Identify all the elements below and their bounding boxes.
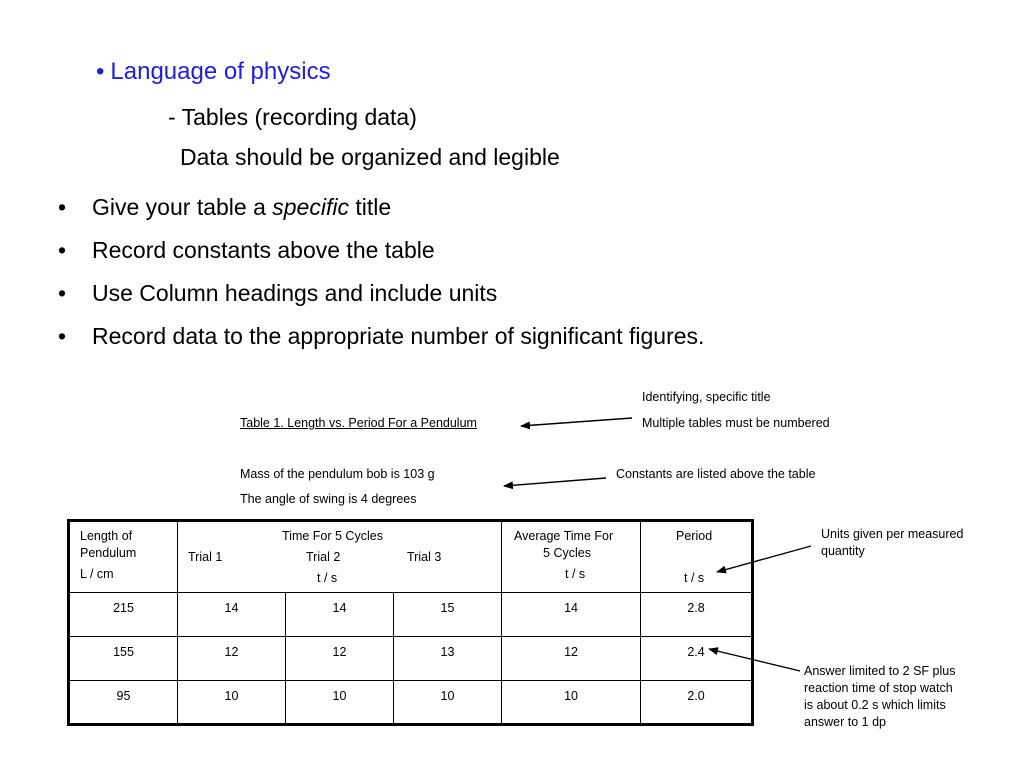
table-cell: 215: [69, 593, 178, 637]
header-length-line2: Pendulum: [80, 546, 137, 560]
table-cell: 12: [502, 637, 641, 681]
heading-title: Language of physics: [110, 58, 331, 85]
table-cell: 14: [178, 593, 286, 637]
example-table-title: Table 1. Length vs. Period For a Pendulum: [240, 416, 477, 430]
table-cell: 10: [286, 681, 394, 725]
example-constant-angle: The angle of swing is 4 degrees: [240, 492, 417, 506]
table-cell: 12: [178, 637, 286, 681]
table-cell: 12: [286, 637, 394, 681]
list-item-text-end: title: [348, 194, 392, 220]
bullet-glyph: •: [58, 280, 67, 306]
annotation-title-2: Multiple tables must be numbered: [642, 416, 830, 430]
annotation-constants: Constants are listed above the table: [616, 467, 816, 481]
table-row: [69, 593, 753, 637]
table-cell: 15: [394, 593, 502, 637]
table-cell: 95: [69, 681, 178, 725]
header-time-label: Time For 5 Cycles: [282, 529, 383, 543]
header-time: [178, 521, 502, 593]
pendulum-data-table: [67, 519, 754, 726]
table-cell: 2.0: [641, 681, 753, 725]
heading-bullet: •: [96, 58, 105, 85]
header-average-line1: Average Time For: [514, 529, 614, 543]
header-length-unit: L / cm: [80, 567, 114, 581]
section-heading: [96, 58, 331, 86]
table-cell: 10: [502, 681, 641, 725]
example-constant-mass: Mass of the pendulum bob is 103 g: [240, 467, 435, 481]
header-length: [69, 521, 178, 593]
table-cell: 2.4: [641, 637, 753, 681]
arrow-to-title: [521, 418, 632, 426]
list-item: [58, 280, 704, 323]
table-cell: 14: [502, 593, 641, 637]
list-item-text-start: Give your table a: [92, 194, 273, 220]
table-cell: 14: [286, 593, 394, 637]
header-trial-1: Trial 1: [188, 550, 223, 564]
list-item: [58, 194, 704, 237]
header-trial-2: Trial 2: [306, 550, 341, 564]
table-cell: 10: [394, 681, 502, 725]
list-item-text: Record constants above the table: [92, 237, 435, 263]
table-row: [69, 637, 753, 681]
annotation-title-1: Identifying, specific title: [642, 390, 771, 404]
table-header-row: [69, 521, 753, 593]
annotation-sf-4: answer to 1 dp: [804, 715, 886, 729]
list-item: [58, 323, 704, 366]
list-item-emphasis: specific: [272, 194, 349, 220]
subheading: - Tables (recording data): [168, 104, 417, 130]
annotation-units-1: Units given per measured: [821, 527, 964, 541]
annotation-sf-2: reaction time of stop watch: [804, 681, 953, 695]
header-average: [502, 521, 641, 593]
table-row: [69, 681, 753, 725]
guideline-list: [58, 194, 704, 366]
header-period-unit: t / s: [684, 571, 705, 585]
bullet-glyph: •: [58, 323, 67, 349]
header-period: [641, 521, 753, 593]
bullet-glyph: •: [58, 237, 67, 263]
list-item-text: Record data to the appropriate number of significant figures.: [92, 323, 705, 349]
header-length-line1: Length of: [80, 529, 133, 543]
header-average-unit: t / s: [565, 567, 586, 581]
header-average-line2: 5 Cycles: [543, 546, 591, 560]
list-item: [58, 237, 704, 280]
header-trial-3: Trial 3: [407, 550, 442, 564]
header-time-unit: t / s: [317, 571, 338, 585]
table-cell: 13: [394, 637, 502, 681]
table-cell: 2.8: [641, 593, 753, 637]
table-cell: 10: [178, 681, 286, 725]
subheading-note: Data should be organized and legible: [180, 144, 560, 170]
annotation-units-2: quantity: [821, 544, 865, 558]
arrow-to-constants: [504, 478, 606, 486]
table-cell: 155: [69, 637, 178, 681]
header-period-label: Period: [676, 529, 713, 543]
annotation-sf-3: is about 0.2 s which limits: [804, 698, 946, 712]
list-item-text: Use Column headings and include units: [92, 280, 498, 306]
annotation-sf-1: Answer limited to 2 SF plus: [804, 664, 956, 678]
bullet-glyph: •: [58, 194, 67, 220]
